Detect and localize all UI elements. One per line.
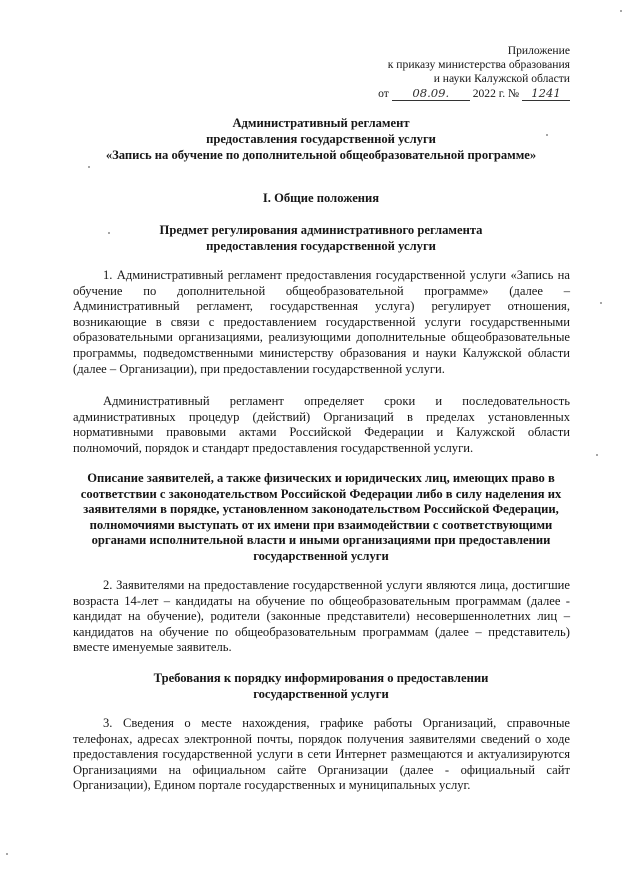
paragraph-2: 2. Заявителями на предоставление государственной услуги являются лица, достигшие возраста 14-лет – кандидаты на обучение по общеобразовательным программам (далее - кандидат на обучение), родители (законные представители) несовершеннолетних лиц – кандидатов на обучение по общеобразовательным программам (далее – представитель) вместе именуемые заявитель.	[73, 578, 570, 655]
subject-heading-line-2: предоставления государственной услуги	[206, 239, 436, 253]
date-prefix: от	[378, 87, 389, 100]
order-reference: к приказу министерства образования	[387, 58, 570, 71]
scan-dust-mark	[546, 134, 548, 136]
paragraph-3: 3. Сведения о месте нахождения, графике работы Организаций, справочные телефонах, адресах электронной почты, порядок получения заявителями сведений о ходе предоставления государственной услуги в сети Интернет размещаются и актуализируются Организациями на официальном сайте Организации (далее - официальный сайт Организации), Едином портале государственных и муниципальных услуг.	[73, 716, 570, 793]
order-date-line	[378, 86, 570, 101]
subject-heading	[60, 222, 582, 254]
informing-heading-line-1: Требования к порядку информирования о предоставлении	[153, 671, 489, 685]
scan-dust-mark	[620, 10, 622, 12]
title-line-3: «Запись на обучение по дополнительной общеобразовательной программе»	[105, 148, 537, 162]
title-line-1: Административный регламент	[232, 116, 410, 130]
applicants-heading: Описание заявителей, а также физических и юридических лиц, имеющих право в соответствии с законодательством Российской Федерации либо в силу наделения их заявителями в порядке, установленном законодательством Российской Федерации, полномочиями выступать от их имени при взаимодействии с соответствующими органами исполнительной власти и иными организациями при предоставлении государственной услуги	[80, 471, 562, 563]
scan-dust-mark	[596, 454, 598, 456]
section-heading-general: I. Общие положения	[262, 191, 380, 205]
ministry-name: и науки Калужской области	[433, 72, 570, 85]
informing-heading-line-2: государственной услуги	[253, 687, 389, 701]
appendix-label: Приложение	[507, 44, 570, 57]
paragraph-1-continued: Административный регламент определяет сроки и последовательность административных процедур (действий) Организаций в пределах установленных нормативными правовыми актами Российской Федерации и Калужской области полномочий, порядок и стандарт предоставления государственной услуги.	[73, 394, 570, 455]
paragraph-1: 1. Административный регламент предоставления государственной услуги «Запись на обучение по дополнительной общеобразовательной программе» (далее – Административный регламент, государственная услуга) регулирует отношения, возникающие в связи с предоставлением государственной услуги государственными образовательными организациями, реализующими дополнительные общеобразовательные программы, подведомственными министерству образования и науки Калужской области (далее – Организации), при предоставлении государственной услуги.	[73, 268, 570, 376]
subject-heading-line-1: Предмет регулирования административного регламента	[159, 223, 483, 237]
order-year: 2022 г. №	[472, 87, 520, 100]
handwritten-date: 08.09.	[392, 86, 470, 101]
approval-stamp-block	[378, 44, 570, 101]
scan-dust-mark	[6, 853, 8, 855]
scan-dust-mark	[600, 302, 602, 304]
informing-heading	[60, 670, 582, 702]
scan-dust-mark	[88, 166, 90, 168]
document-title	[60, 115, 582, 163]
title-line-2: предоставления государственной услуги	[206, 132, 436, 146]
handwritten-order-number: 1241	[522, 86, 570, 101]
scan-dust-mark	[108, 232, 110, 234]
